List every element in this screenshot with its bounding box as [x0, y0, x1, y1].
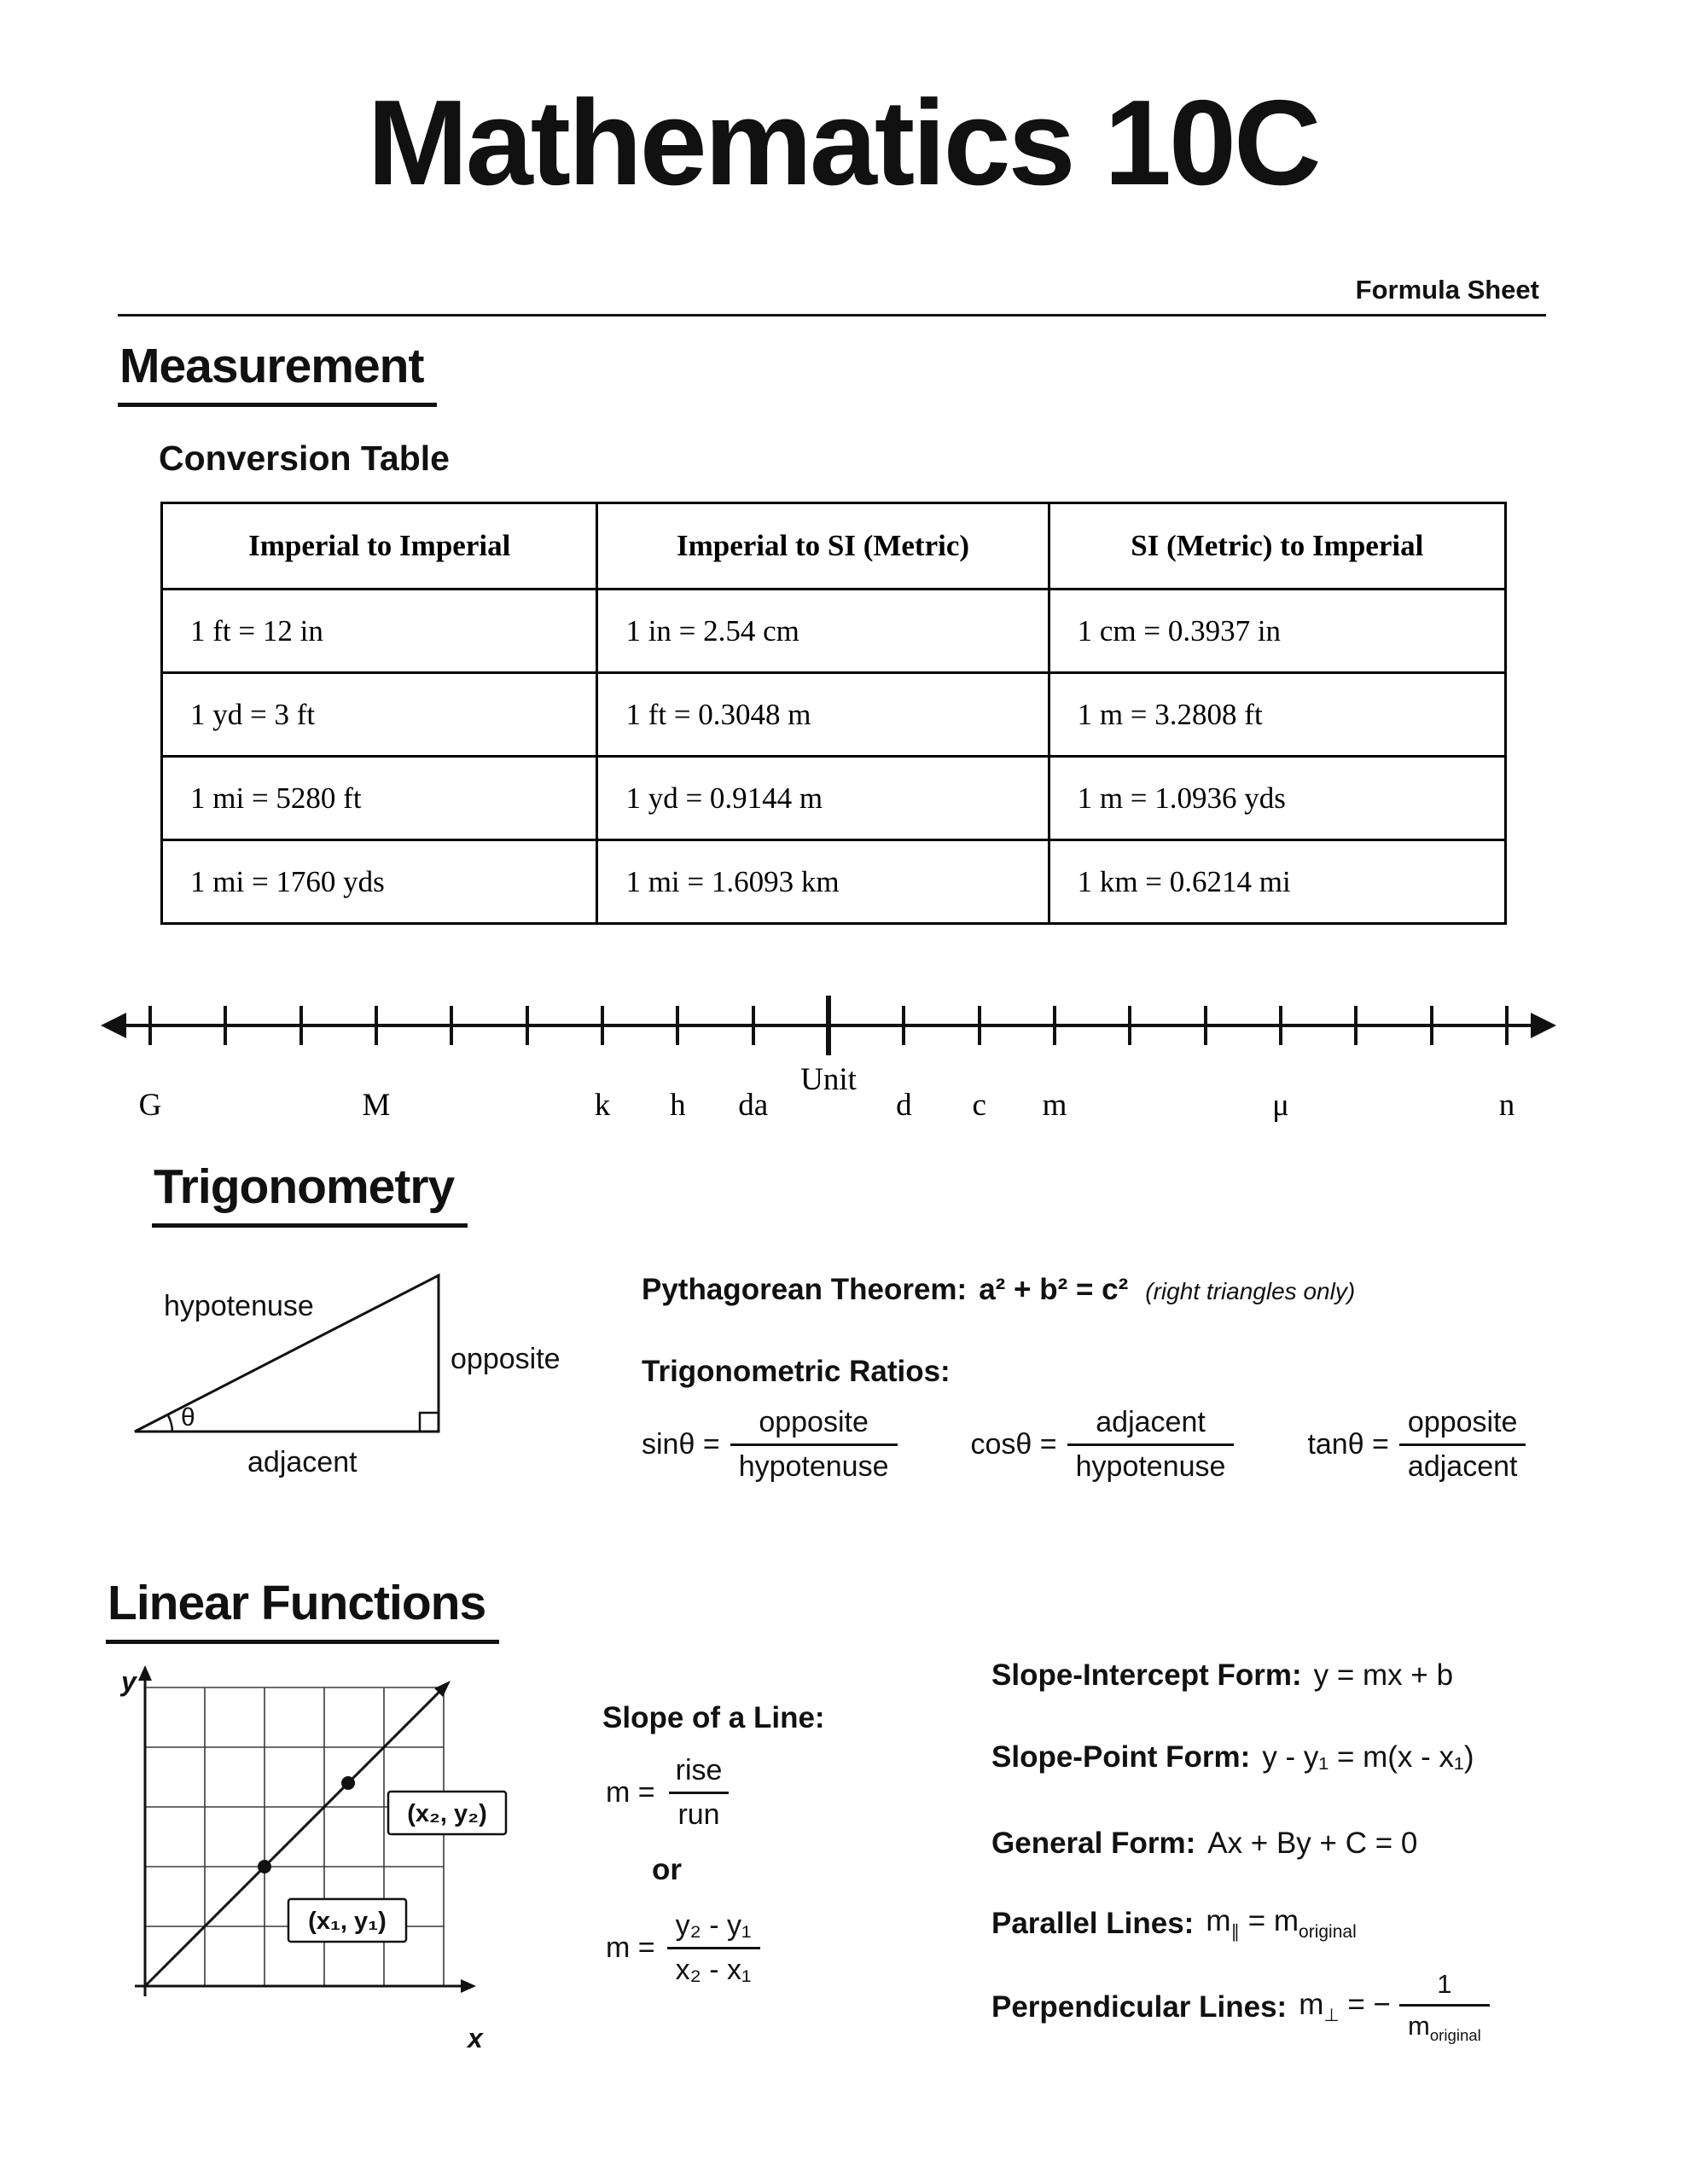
number-line-tick [1279, 1006, 1282, 1045]
x-axis-label: x [468, 2023, 483, 2053]
number-line-tick [1128, 1006, 1131, 1045]
number-line-tick [826, 996, 831, 1055]
slope-of-a-line-title: Slope of a Line: [602, 1701, 825, 1734]
number-line-tick [1430, 1006, 1433, 1045]
number-line-tick [375, 1006, 378, 1045]
table-row [162, 673, 1506, 757]
tangent-ratio [1307, 1406, 1526, 1484]
table-cell: 1 ft = 0.3048 m [597, 673, 1049, 757]
number-line-tick [1505, 1006, 1509, 1045]
table-row [162, 757, 1506, 840]
metric-prefix-number-line [101, 973, 1556, 1160]
parallel-lines-row [991, 1904, 1357, 1943]
point-1-label: (x₁, y₁) [308, 1908, 387, 1935]
trig-ratios [642, 1406, 1526, 1484]
conversion-table [160, 502, 1507, 925]
number-line-tick [299, 1006, 303, 1045]
table-cell: 1 mi = 5280 ft [162, 757, 597, 840]
number-line-tick [224, 1006, 227, 1045]
y-axis-arrow-icon [138, 1665, 152, 1681]
tangent-lhs: tanθ = [1307, 1428, 1389, 1461]
y-axis-label: y [121, 1666, 137, 1697]
fraction-numerator: opposite [759, 1406, 869, 1438]
fraction-numerator: opposite [1407, 1406, 1518, 1438]
table-cell: 1 m = 1.0936 yds [1049, 757, 1505, 840]
number-line-right-arrow-icon [1531, 1013, 1556, 1038]
perpendicular-formula [1299, 1988, 1391, 2026]
cosine-ratio [971, 1406, 1235, 1484]
tangent-fraction [1399, 1406, 1526, 1484]
table-cell: 1 mi = 1.6093 km [597, 840, 1049, 924]
parallel-formula [1206, 1904, 1356, 1943]
number-line-label-m: m [1042, 1088, 1067, 1123]
sine-fraction [730, 1406, 898, 1484]
table-cell: 1 m = 3.2808 ft [1049, 673, 1505, 757]
sine-lhs: sinθ = [642, 1428, 720, 1461]
formula-sheet-label: Formula Sheet [1355, 275, 1539, 305]
number-line-tick [978, 1006, 981, 1045]
general-form-row [991, 1827, 1417, 1861]
page-title: Mathematics 10C [367, 75, 1319, 211]
point-2-label: (x₂, y₂) [407, 1800, 487, 1827]
table-cell: 1 in = 2.54 cm [597, 590, 1049, 673]
slope-coordinates-equation [606, 1909, 760, 1987]
opposite-label: opposite [451, 1343, 561, 1375]
slope-rise-run-equation [606, 1754, 730, 1832]
sine-ratio [642, 1406, 898, 1484]
table-cell: 1 yd = 3 ft [162, 673, 597, 757]
table-cell: 1 ft = 12 in [162, 590, 597, 673]
linear-functions-heading: Linear Functions [106, 1575, 499, 1644]
form-formula: y = mx + b [1313, 1658, 1454, 1692]
fraction-denominator: hypotenuse [1067, 1443, 1235, 1484]
table-cell: 1 km = 0.6214 mi [1049, 840, 1505, 924]
header-rule [118, 314, 1546, 317]
number-line-tick [601, 1006, 604, 1045]
slope-lhs: m = [606, 1776, 655, 1809]
or-label: or [652, 1853, 682, 1886]
number-line-label-μ: μ [1272, 1088, 1289, 1123]
m-symbol: m [1408, 2011, 1430, 2041]
number-line-label-h: h [670, 1088, 686, 1123]
x-axis-arrow-icon [461, 1979, 476, 1993]
number-line-label-G: G [138, 1088, 162, 1123]
fraction-numerator: adjacent [1096, 1406, 1206, 1438]
fraction-numerator: rise [675, 1754, 723, 1786]
number-line-tick [1354, 1006, 1358, 1045]
table-header-row [162, 503, 1506, 590]
table-row [162, 840, 1506, 924]
cosine-lhs: cosθ = [970, 1428, 1057, 1461]
equals-minus: = − [1339, 1988, 1391, 2022]
slope-intercept-form-row [991, 1658, 1453, 1693]
form-label: Parallel Lines: [991, 1906, 1195, 1940]
table-cell: 1 yd = 0.9144 m [597, 757, 1049, 840]
fraction-denominator: x₂ - x₁ [667, 1947, 760, 1987]
number-line-ticks [138, 973, 1515, 1160]
parallel-subscript: ∥ [1230, 1922, 1240, 1942]
form-label: Perpendicular Lines: [991, 1989, 1288, 2024]
number-line-label-d: d [896, 1088, 912, 1123]
fraction-denominator: hypotenuse [730, 1443, 898, 1484]
measurement-heading: Measurement [118, 338, 437, 407]
rise-run-fraction [667, 1754, 731, 1832]
m-symbol: m [1299, 1988, 1324, 2022]
form-label: Slope-Intercept Form: [991, 1658, 1302, 1692]
pythagorean-formula: a² + b² = c² [979, 1273, 1129, 1306]
m-symbol: m [1206, 1904, 1231, 1937]
fraction-numerator: 1 [1437, 1969, 1452, 1999]
trig-ratios-label: Trigonometric Ratios: [642, 1355, 951, 1388]
number-line-tick [676, 1006, 679, 1045]
number-line-tick [1204, 1006, 1207, 1045]
number-line-label-M: M [362, 1088, 391, 1123]
form-label: General Form: [991, 1827, 1196, 1860]
trigonometry-heading: Trigonometry [152, 1159, 468, 1228]
fraction-denominator: adjacent [1399, 1443, 1526, 1484]
number-line-tick [902, 1006, 905, 1045]
point-2 [341, 1776, 355, 1790]
right-angle-marker [420, 1413, 439, 1432]
number-line-tick [1053, 1006, 1056, 1045]
number-line-tick [450, 1006, 453, 1045]
number-line-label-Unit: Unit [800, 1062, 857, 1097]
reciprocal-fraction [1399, 1969, 1490, 2045]
slope-lhs: m = [606, 1931, 655, 1964]
perpendicular-lines-row [991, 1969, 1490, 2045]
column-header: Imperial to SI (Metric) [597, 503, 1049, 590]
right-triangle-diagram [128, 1264, 580, 1478]
pythagorean-theorem [642, 1273, 1355, 1307]
column-header: SI (Metric) to Imperial [1049, 503, 1505, 590]
number-line-label-c: c [972, 1088, 986, 1123]
number-line-tick [148, 1006, 152, 1045]
linear-function-graph [111, 1662, 520, 2080]
cosine-fraction [1067, 1406, 1235, 1484]
table-cell: 1 mi = 1760 yds [162, 840, 597, 924]
form-label: Slope-Point Form: [991, 1740, 1251, 1774]
column-header: Imperial to Imperial [162, 503, 597, 590]
number-line-tick [752, 1006, 755, 1045]
conversion-table-title: Conversion Table [159, 439, 450, 478]
table-cell: 1 cm = 0.3937 in [1049, 590, 1505, 673]
theta-arc [168, 1415, 172, 1432]
pythagorean-label: Pythagorean Theorem: [642, 1273, 968, 1306]
form-formula: Ax + By + C = 0 [1207, 1827, 1418, 1860]
point-1 [258, 1860, 271, 1873]
number-line-label-k: k [594, 1088, 611, 1123]
fraction-denominator: run [669, 1792, 728, 1832]
form-formula: y - y₁ = m(x - x₁) [1262, 1740, 1474, 1774]
pythagorean-note: (right triangles only) [1145, 1278, 1356, 1304]
number-line-label-n: n [1498, 1088, 1515, 1123]
hypotenuse-label: hypotenuse [164, 1290, 314, 1322]
number-line-label-da: da [738, 1088, 769, 1123]
theta-label: θ [181, 1403, 195, 1432]
number-line-tick [526, 1006, 529, 1045]
adjacent-label: adjacent [247, 1446, 358, 1478]
perpendicular-subscript: ⊥ [1323, 2006, 1340, 2026]
fraction-denominator [1399, 2004, 1490, 2045]
slope-point-form-row [991, 1740, 1474, 1774]
fraction-numerator: y₂ - y₁ [675, 1909, 752, 1942]
original-subscript: original [1429, 2026, 1481, 2045]
original-subscript: original [1299, 1922, 1357, 1942]
delta-fraction [667, 1909, 760, 1987]
table-row [162, 590, 1506, 673]
equals-m: = m [1239, 1904, 1299, 1937]
